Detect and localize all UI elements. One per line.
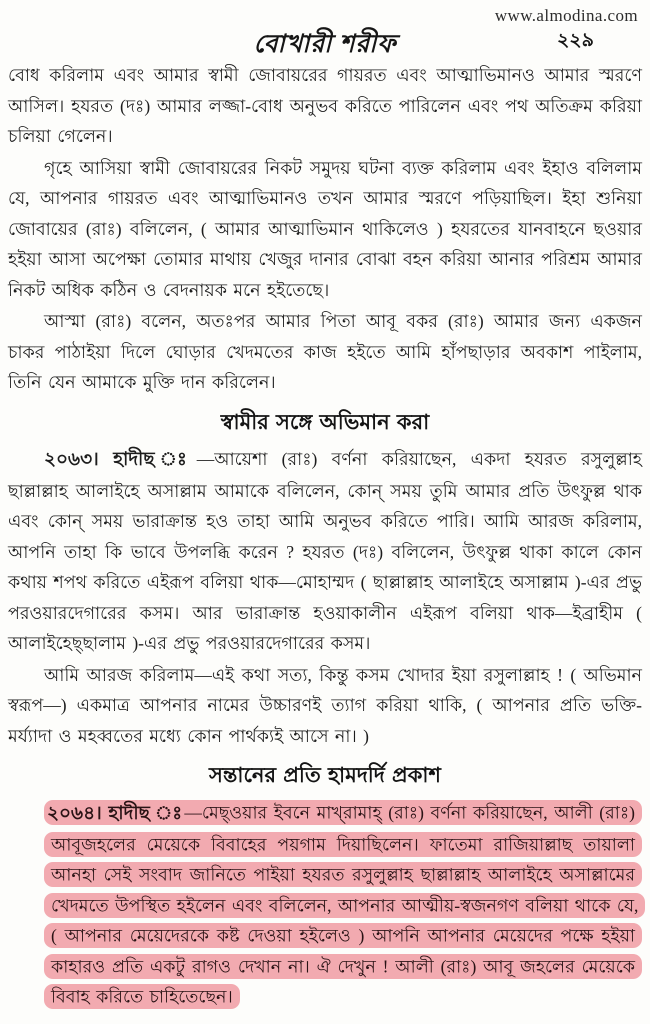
hadith-2064-text: —মেছ্‌ওয়ার ইবনে মাখ্‌রামাহ্ (রাঃ) বর্ণনা করিয়াছেন, আলী (রাঃ) আবূজহলের মেয়েকে বিবাহের পয়গাম দিয়াছিলেন। ফাতেমা রাজিয়াল্লাছ তায়ালা আনহা সেই সংবাদ জানিতে পাইয়া হযরত রসুলুল্লাহ ছাল্লাল্লাহ আলাইহে অসাল্লামের খেদমতে উপস্থিত হইলেন এবং বলিলেন, আপনার আত্মীয়-স্বজনগণ বলিয়া থাকে যে, ( আপনার মেয়েদেরকে কষ্ট দেওয়া হইলেও ) আপনি আপনার মেয়েদের পক্ষে হইয়া কাহারও প্রতি একটু রাগও দেখান না। ঐ দেখুন ! আলী (রাঃ) আবূ জহলের মেয়েকে বিবাহ করিতে চাহিতেছেন। <box>51 802 639 1007</box>
paragraph-asma-servant: আস্মা (রাঃ) বলেন, অতঃপর আমার পিতা আবূ বকর (রাঃ) আমার জন্য একজন চাকর পাঠাইয়া দিলে ঘোড়ার খেদমতের কাজ হইতে আমি হাঁপছাড়ার অবকাশ পাইলাম, তিনি যেন আমাকে মুক্তি দান করিলেন। <box>8 311 642 392</box>
section-heading-hamdardi: সন্তানের প্রতি হামদর্দি প্রকাশ <box>209 763 441 787</box>
paragraph-ayesha-reply: আমি আরজ করিলাম—এই কথা সত্য, কিন্তু কসম খোদার ইয়া রসুলাল্লাহ ! ( অভিমান স্বরূপ—) একমাত্র আপনার নামের উচ্চারণই ত্যাগ করিয়া থাকি, ( আপনার প্রতি ভক্তি-মর্য্যাদা ও মহব্বতের মধ্যে কোন পার্থক্যই আসে না। ) <box>8 664 642 746</box>
page-body <box>8 60 642 1012</box>
hadith-2063-text: —আয়েশা (রাঃ) বর্ণনা করিয়াছেন, একদা হযরত রসুলুল্লাহ ছাল্লাল্লাহ আলাইহে অসাল্লাম আমাকে বলিলেন, কোন্ সময় তুমি আমার প্রতি উৎফুল্ল থাক এবং কোন্ সময় ভারাক্রান্ত হও তাহা আমি অনুভব করিতে পারি। আমি আরজ করিলাম, আপনি তাহা কি ভাবে উপলব্ধি করেন ? হযরত (দঃ) বলিলেন, উৎফুল্ল থাকা কালে কোন কথায় শপথ করিতে এইরূপ বলিয়া থাক—মোহাম্মদ ( ছাল্লাল্লাহ আলাইহে অসাল্লাম )-এর প্রভু পরওয়ারদেগারের কসম। আর ভারাক্রান্ত হওয়াকালীন এইরূপ বলিয়া থাক—ইব্রাহীম ( আলাইহেছ্ছালাম )-এর প্রভু পরওয়ারদেগারের কসম। <box>8 449 642 653</box>
section-heading-abhiman: স্বামীর সঙ্গে অভিমান করা <box>220 409 430 434</box>
paragraph-hadith-2063 <box>8 444 642 659</box>
book-title: বোখারী শরীফ <box>253 31 397 58</box>
paragraph-continuation: বোধ করিলাম এবং আমার স্বামী জোবায়রের গায়রত এবং আত্মাভিমানও আমার স্মরণে আসিল। হযরত (দঃ) আমার লজ্জা-বোধ অনুভব করিতে পারিলেন এবং পথ অতিক্রম করিয়া চলিয়া গেলেন। <box>8 65 642 146</box>
watermark-url: www.almodina.com <box>494 6 638 25</box>
page-number: ২২৯ <box>556 30 594 51</box>
paragraph-zubair-reply: গৃহে আসিয়া স্বামী জোবায়রের নিকট সমুদয় ঘটনা ব্যক্ত করিলাম এবং ইহাও বলিলাম যে, আপনার গায়রত এবং আত্মাভিমানও তখন আমার স্মরণে পড়িয়াছিল। ইহা শুনিয়া জোবায়ের (রাঃ) বলিলেন, ( আমার আত্মাভিমান থাকিলেও ) হযরতের যানবাহনে ছওয়ার হইয়া আসা অপেক্ষা তোমার মাথায় খেজুর দানার বোঝা বহন করিয়া আনার পরিশ্রম আমার নিকট অধিক কঠিন ও বেদনায়ক মনে হইতেছে। <box>8 157 642 300</box>
pink-highlight-marker <box>44 800 645 1009</box>
hadith-2063-number: ২০৬৩। হাদীছ ঃ <box>44 450 197 470</box>
page-header <box>8 6 642 60</box>
hadith-2064-number: ২০৬৪। হাদীছ ঃ <box>47 803 185 824</box>
paragraph-hadith-2064-highlighted <box>8 798 642 1013</box>
